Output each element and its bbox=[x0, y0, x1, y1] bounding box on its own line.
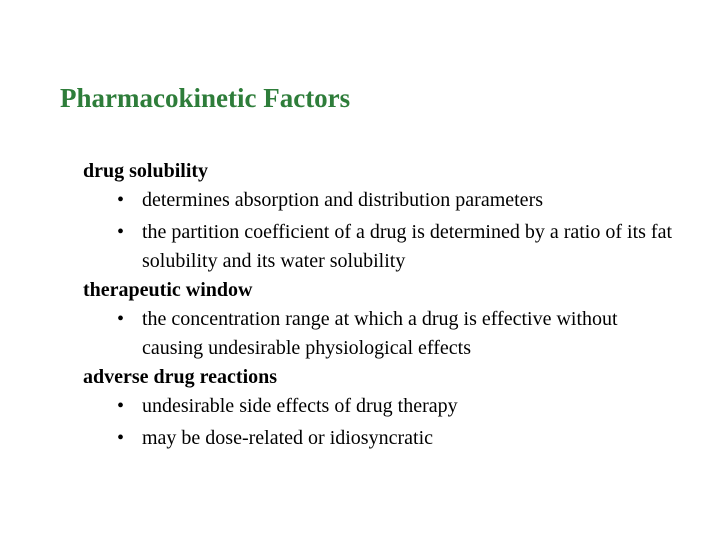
bullet-icon: • bbox=[117, 427, 125, 449]
bullet-item bbox=[83, 424, 683, 453]
bullet-item bbox=[83, 186, 683, 215]
bullet-list bbox=[83, 392, 683, 453]
section-adverse-drug-reactions bbox=[83, 363, 683, 453]
slide-title: Pharmacokinetic Factors bbox=[60, 83, 351, 113]
bullet-text: the concentration range at which a drug is effective without causing undesirable physiological effects bbox=[142, 308, 618, 359]
bullet-item bbox=[83, 218, 683, 276]
bullet-item bbox=[83, 392, 683, 421]
bullet-text: undesirable side effects of drug therapy bbox=[142, 395, 458, 417]
bullet-text: determines absorption and distribution parameters bbox=[142, 189, 544, 211]
section-therapeutic-window bbox=[83, 276, 683, 363]
bullet-item bbox=[83, 305, 683, 363]
bullet-text: the partition coefficient of a drug is determined by a ratio of its fat solubility and its water solubility bbox=[142, 221, 673, 272]
bullet-text: may be dose-related or idiosyncratic bbox=[142, 427, 433, 449]
section-heading: adverse drug reactions bbox=[83, 366, 278, 388]
bullet-icon: • bbox=[117, 308, 125, 330]
bullet-icon: • bbox=[117, 395, 125, 417]
bullet-list bbox=[83, 186, 683, 276]
section-drug-solubility bbox=[83, 157, 683, 276]
bullet-list bbox=[83, 305, 683, 363]
bullet-icon: • bbox=[117, 189, 125, 211]
bullet-icon: • bbox=[117, 221, 125, 243]
slide-content bbox=[83, 157, 683, 453]
section-heading: drug solubility bbox=[83, 160, 209, 182]
section-heading: therapeutic window bbox=[83, 279, 253, 301]
